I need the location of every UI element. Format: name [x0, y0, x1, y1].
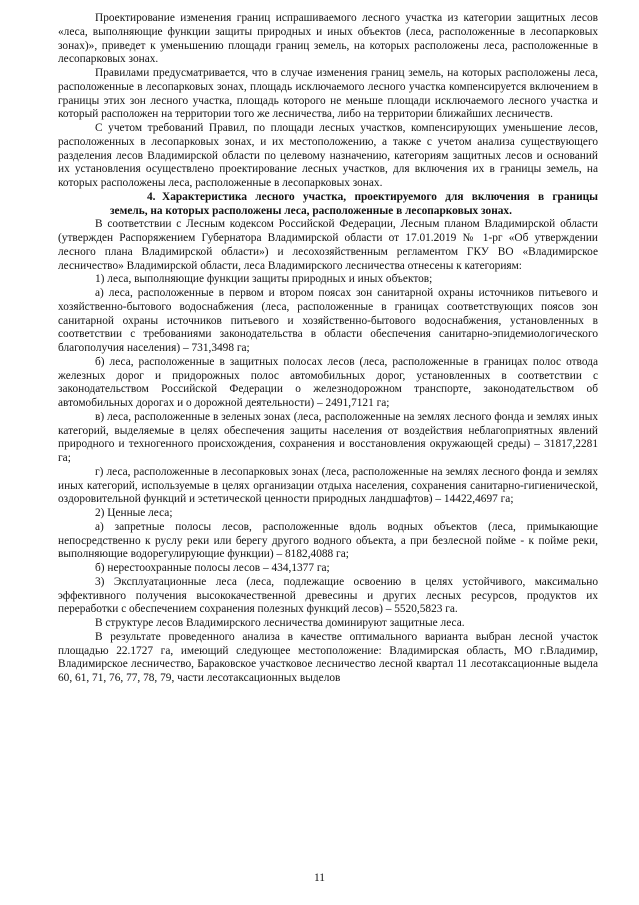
category-item: а) запретные полосы лесов, расположенные вдоль водных объектов (леса, примыкающие непосредственно к руслу реки или берегу другого водного объекта, а при безлесной пойме - к пойме реки, выполняющие водорегулирующие функции) – 8182,4088 га; [58, 520, 598, 561]
category-item: б) леса, расположенные в защитных полосах лесов (леса, расположенные в границах полос отвода железных дорог и придорожных полос автомобильных дорог, установленных в соответствии с законодательством Российской Федерации о железнодорожном транспорте, законодательством об автомобильных дорогах и о дорожной деятельности) – 2491,7121 га; [58, 355, 598, 409]
category-item: 2) Ценные леса; [95, 507, 173, 519]
paragraph: С учетом требований Правил, по площади лесных участков, компенсирующих уменьшение лесов, расположенных в лесопарковых зонах, и их местоположению, а также с учетом анализа существующего разделения лесов Владимирской области по целевому назначению, категориям защитных лесов и оснований их установления осуществлено проектирование лесных участков, для включения их в границы земель, на которых расположены леса, расположенные в лесопарковых зонах. [58, 122, 598, 189]
document-body [58, 12, 598, 686]
category-item: в) леса, расположенные в зеленых зонах (леса, расположенные на землях лесного фонда и землях иных категорий, выделяемые в целях обеспечения защиты населения от воздействия неблагоприятных явлений природного и техногенного происхождения, сохранения и восстановления окружающей среды) – 31817,2281 га; [58, 410, 598, 464]
category-item: а) леса, расположенные в первом и втором поясах зон санитарной охраны источников питьевого и хозяйственно-бытового водоснабжения (леса, расположенные в границах соответствующих поясов зон санитарной охраны источников питьевого и хозяйственно-бытового водоснабжения, установленных в соответствии с требованиями законодательства в области обеспечения санитарно-эпидемиологического благополучия населения) – 731,3498 га; [58, 287, 598, 354]
page-number: 11 [313, 872, 326, 884]
section-number: 4. [147, 190, 156, 203]
category-item: 1) леса, выполняющие функции защиты природных и иных объектов; [95, 273, 433, 286]
paragraph: В структуре лесов Владимирского лесничества доминируют защитные леса. [95, 617, 465, 629]
category-item: г) леса, расположенные в лесопарковых зонах (леса, расположенные на землях лесного фонда и землях иных категорий, используемые в целях организации отдыха населения, сохранения санитарно-гигиенической, оздоровительной функций и эстетической ценности природных ландшафтов) – 14422,4697 га; [58, 465, 598, 506]
paragraph: Правилами предусматривается, что в случае изменения границ земель, на которых расположены леса, расположенные в лесопарковых зонах, площадь исключаемого лесного участка компенсируется включением в границы этих зон лесного участка, площадь которого не меньше площади исключаемого лесного участка и который расположен на территории того же лесничества, либо на территории ближайших лесничеств. [58, 67, 598, 121]
paragraph: В результате проведенного анализа в качестве оптимального варианта выбран лесной участок площадью 22.1727 га, имеющий следующее местоположение: Владимирская область, МО г.Владимир, Владимирское лесничество, Бараковское участковое лесничество лесной квартал 11 лесотаксационные выдела 60, 61, 71, 76, 77, 78, 79, части лесотаксационных выделов [58, 630, 598, 684]
paragraph: В соответствии с Лесным кодексом Российской Федерации, Лесным планом Владимирской области (утвержден Распоряжением Губернатора Владимирской области от 17.01.2019 № 1-рг «Об утверждении лесного плана Владимирской области») и лесохозяйственным регламентом ГКУ ВО «Владимирское лесничество» Владимирской области, леса Владимирского лесничества отнесены к категориям: [58, 218, 598, 272]
category-item: б) нерестоохранные полосы лесов – 434,1377 га; [95, 562, 330, 574]
section-title: Характеристика лесного участка, проектируемого для включения в границы земель, на которых расположены леса, расположенные в лесопарковых зонах. [110, 190, 598, 217]
paragraph: Проектирование изменения границ испрашиваемого лесного участка из категории защитных лесов «леса, выполняющие функции защиты природных и иных объектов (леса, расположенные в лесопарковых зонах)», приведет к уменьшению площади границ земель, на которых расположены леса, расположенные в лесопарковых зонах. [58, 12, 598, 66]
category-item: 3) Эксплуатационные леса (леса, подлежащие освоению в целях устойчивого, максимально эффективного получения высококачественной древесины и других лесных ресурсов, продуктов их переработки с обеспечением сохранения полезных функций лесов) – 5520,5823 га. [58, 575, 598, 616]
section-heading [58, 191, 598, 219]
